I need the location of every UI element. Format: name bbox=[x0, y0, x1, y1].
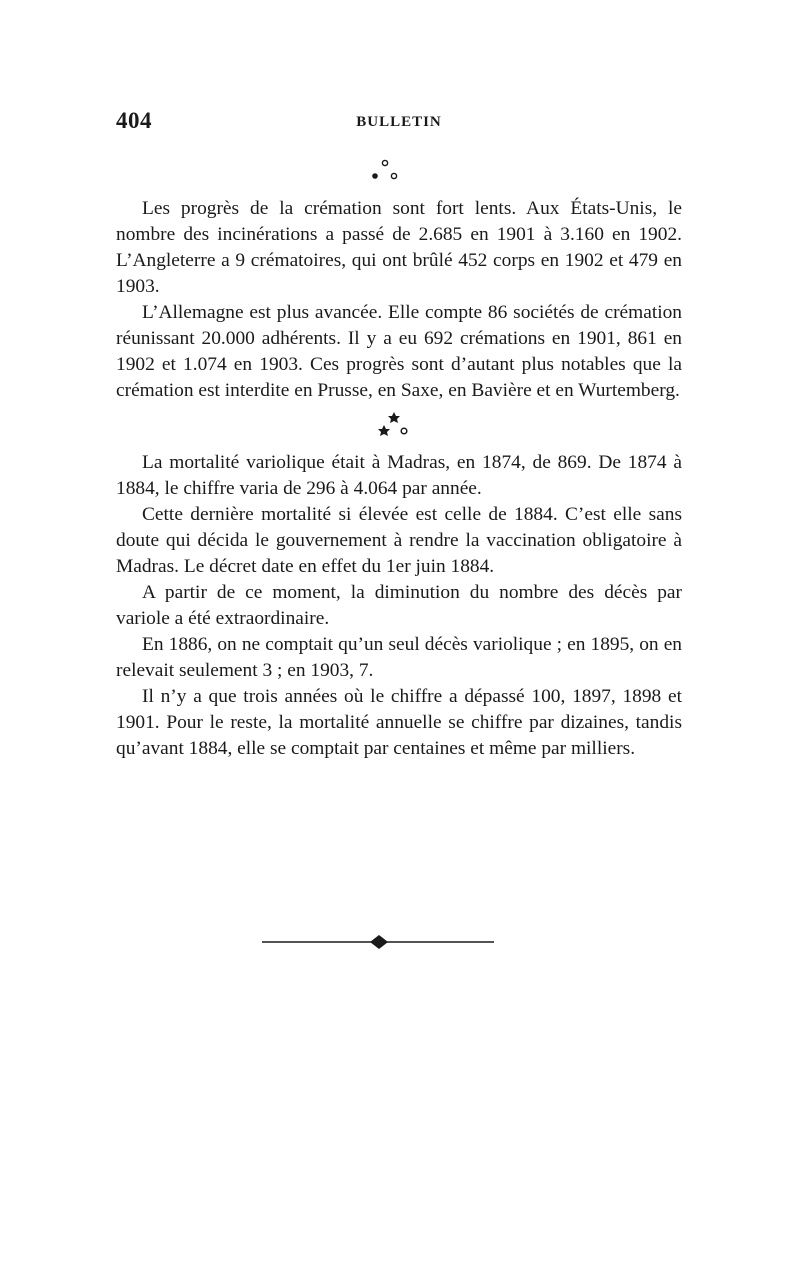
running-head: BULLETIN bbox=[356, 114, 442, 130]
page-header bbox=[116, 108, 682, 144]
section-asterism-icon bbox=[365, 156, 405, 186]
paragraph: Les progrès de la crémation sont fort lents. Aux États-Unis, le nombre des incinérations a passé de 2.685 en 1901 à 3.160 en 1902. L’Angleterre a 9 crématoires, qui ont brûlé 452 corps en 1902 et 479 en 1903. bbox=[116, 198, 682, 297]
paragraph: Cette dernière mortalité si élevée est celle de 1884. C’est elle sans doute qui décida le gouvernement à rendre la vaccination obligatoire à Madras. Le décret date en effet du 1er juin 1884. bbox=[116, 504, 682, 577]
body-text bbox=[116, 196, 682, 762]
page-number: 404 bbox=[116, 108, 152, 133]
paragraph: La mortalité variolique était à Madras, en 1874, de 869. De 1874 à 1884, le chiffre varia de 296 à 4.064 par année. bbox=[116, 452, 682, 499]
section-asterism-icon bbox=[374, 410, 414, 442]
paragraph: Il n’y a que trois années où le chiffre a dépassé 100, 1897, 1898 et 1901. Pour le reste, la mortalité annuelle se chiffre par dizaines, tandis qu’avant 1884, elle se comptait par centaines et même par milliers. bbox=[116, 686, 682, 759]
paragraph: En 1886, on ne comptait qu’un seul décès variolique ; en 1895, on en relevait seulement 3 ; en 1903, 7. bbox=[116, 634, 682, 681]
paragraph: A partir de ce moment, la diminution du nombre des décès par variole a été extraordinaire. bbox=[116, 582, 682, 629]
section-break bbox=[116, 404, 682, 450]
paragraph: L’Allemagne est plus avancée. Elle compte 86 sociétés de crémation réunissant 20.000 adhérents. Il y a eu 692 crémations en 1901, 861 en 1902 et 1.074 en 1903. Ces progrès sont d’autant plus notables que la crémation est interdite en Prusse, en Saxe, en Bavière et en Wurtemberg. bbox=[116, 302, 682, 401]
end-ornament-icon bbox=[258, 932, 498, 952]
